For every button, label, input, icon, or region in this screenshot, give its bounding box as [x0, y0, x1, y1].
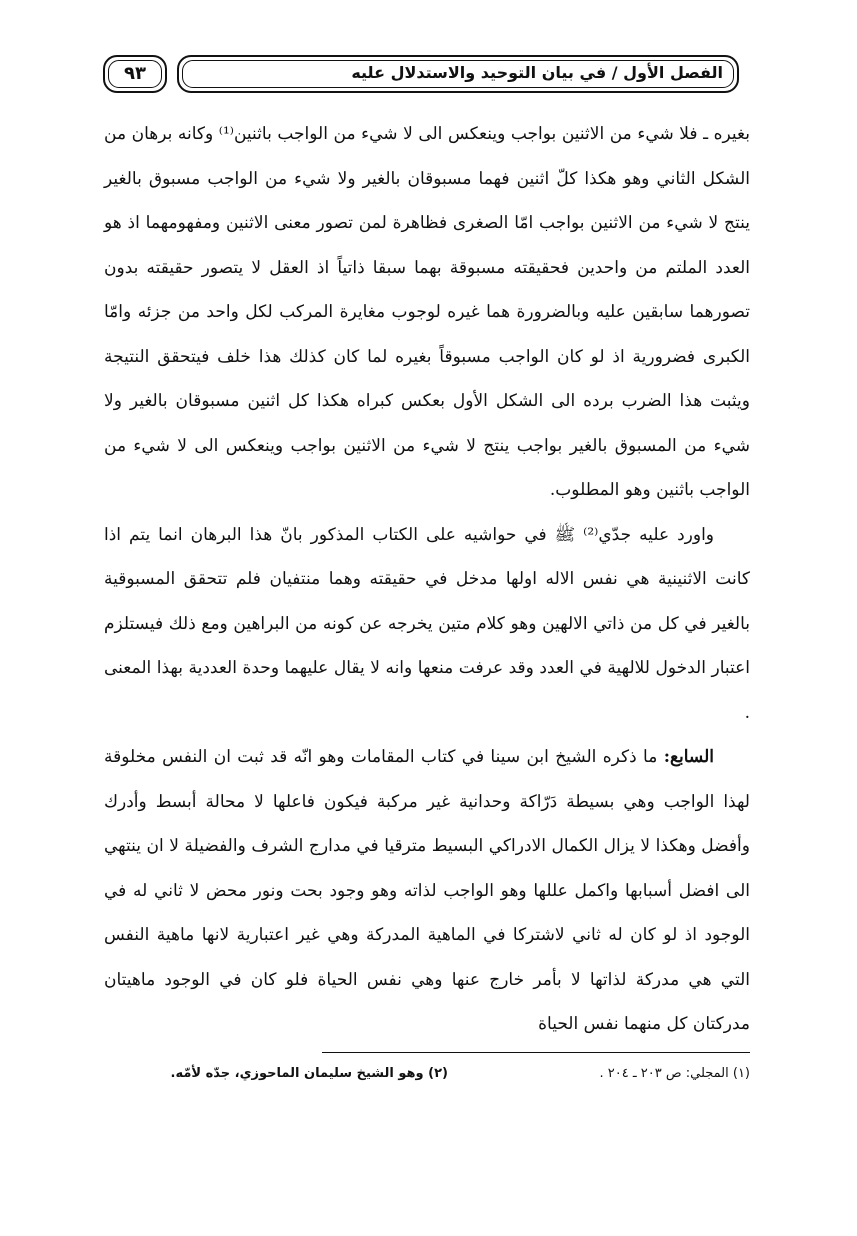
footnote-2: (٢) وهو الشيخ سليمان الماحوزي، جدّه لأمّه.: [170, 1066, 448, 1081]
body-text: [104, 112, 750, 1047]
paragraph-3-lead-word: السابع:: [663, 747, 714, 767]
paragraph-2: واورد عليه جدّي⁽²⁾ ﷺ في حواشيه على الكتاب المذكور بانّ هذا البرهان انما يتم اذا كانت الاثنينية هي نفس الاله اولها مدخل في حقيقته وهما منتفيان فلم تتحقق المسبوقية بالغير في كل من ذاتي الالهين وهو كلام متين يخرجه عن كونه من البراهين ومع ذلك فيستلزم اعتبار الدخول للالهية في العدد وقد عرفت منعها وانه لا يقال عليهما وحدة العددية بهذا المعنى .: [104, 524, 750, 723]
page-number: ٩٣: [124, 63, 146, 84]
paragraph-1: بغيره ـ فلا شيء من الاثنين بواجب وينعكس الى لا شيء من الواجب باثنين⁽¹⁾ وكانه برهان من الشكل الثاني وهو هكذا كلّ اثنين فهما مسبوقان بالغير ولا شيء من الواجب مسبوق بالغير ينتج لا شيء من الاثنين بواجب امّا الصغرى فظاهرة لمن تصور معنى الاثنين ومفهومهما اذ هو العدد الملتم من واحدين فحقيقته مسبوقة بهما سبقا ذاتياً اذ العقل لا يتصور حقيقته بدون تصورهما سابقين عليه وبالضرورة هما غيره لوجوب مغايرة المركب لكل واحد من جزئه وامّا الكبرى فضرورية اذ لو كان الواجب مسبوقاً بغيره لما كان كذلك هذا خلف فيتحقق النتيجة ويثبت هذا الضرب برده الى الشكل الأول بعكس كبراه هكذا كل اثنين مسبوقان بالغير ولا شيء من المسبوق بالغير بواجب ينتج لا شيء من الاثنين بواجب وينعكس الى لا شيء من الواجب باثنين وهو المطلوب.: [104, 124, 750, 500]
footnote-divider: [322, 1052, 750, 1053]
page-header: [103, 55, 739, 99]
footnote-1: (١) المجلي: ص ٢٠٣ ـ ٢٠٤ .: [599, 1066, 750, 1081]
paragraph-3: [104, 735, 750, 1047]
paragraph-3-text: ما ذكره الشيخ ابن سينا في كتاب المقامات وهو انّه قد ثبت ان النفس مخلوقة لهذا الواجب وهي بسيطة دَرّاكة وحدانية غير مركبة فيكون فاعلها لا محالة أبسط وأدرك وأفضل وهكذا لا يزال الكمال الادراكي البسيط مترقيا في مدارج الشرف والفضيلة لا ان ينتهي الى افضل أسبابها واكمل عللها وهو الواجب لذاته وهو وجود بحت ونور محض لا ثاني له في الوجود اذ لو كان له ثاني لاشتركا في الماهية المدركة وهي غير اعتبارية لانها ماهية النفس التي هي مدركة لذاتها لا بأمر خارج عنها وهي نفس الحياة فلو كان في الوجود ماهيتان مدركتان كل منهما نفس الحياة: [104, 747, 750, 1034]
page-number-frame: [103, 55, 167, 93]
chapter-title: الفصل الأول / في بيان التوحيد والاستدلال عليه: [351, 63, 723, 82]
chapter-title-frame: [177, 55, 739, 93]
